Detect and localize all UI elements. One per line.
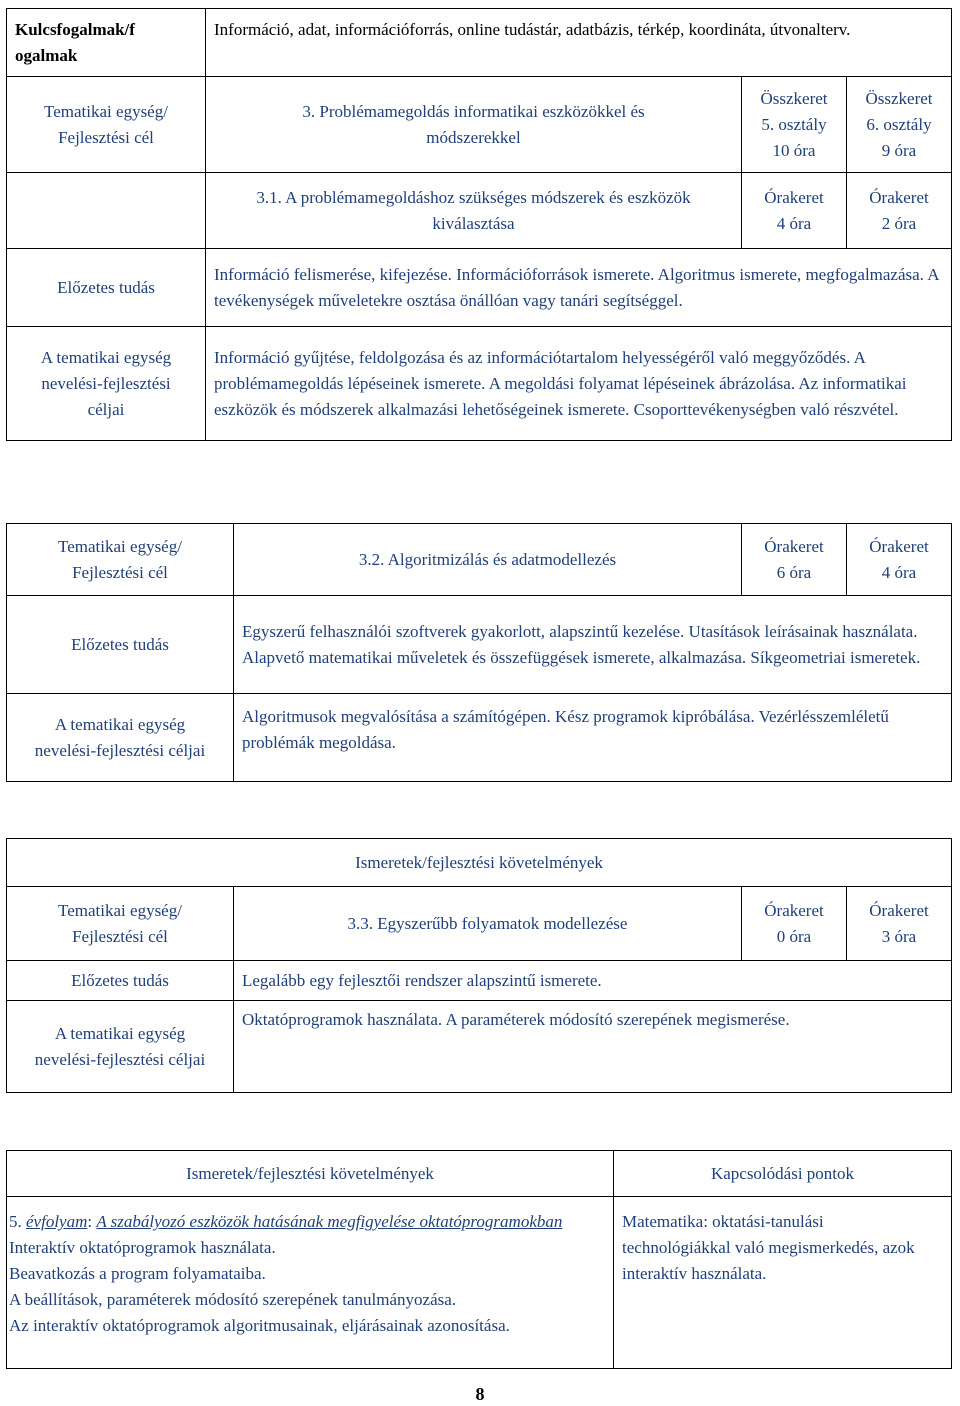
- orakeret-5-l2: 4 óra: [776, 213, 812, 233]
- elozetes-tudas-label: Előzetes tudás: [7, 961, 234, 1001]
- kulcsfogalmak-text: Információ, adat, információforrás, online tudástár, adatbázis, térkép, koordináta, útvonalterv.: [206, 9, 952, 77]
- tematikai-egyseg-label: Tematikai egység/ Fejlesztési cél: [7, 524, 234, 596]
- tematikai-egyseg-label: Tematikai egység/ Fejlesztési cél: [7, 887, 234, 961]
- elozetes-tudas-text: Információ felismerése, kifejezése. Információforrások ismerete. Algoritmus ismerete, megfogalmazása. A tevékenységek műveletekre osztása önállóan vagy tanári segítséggel.: [206, 249, 952, 327]
- tematikai-egyseg-label: Tematikai egység/ Fejlesztési cél: [7, 77, 206, 173]
- osszkeret-5: [742, 77, 847, 173]
- block3-table: [6, 838, 952, 1093]
- list-item: Az interaktív oktatóprogramok algoritmusainak, eljárásainak azonosítása.: [9, 1316, 510, 1335]
- unit-title: 3.2. Algoritmizálás és adatmodellezés: [234, 524, 742, 596]
- orakeret-5-l2: 6 óra: [776, 562, 812, 582]
- celok-text: Algoritmusok megvalósítása a számítógépen. Kész programok kipróbálása. Vezérlésszemléletű problémák megoldása.: [234, 694, 952, 782]
- list-item: Interaktív oktatóprogramok használata.: [9, 1238, 276, 1257]
- evfolyam-line: [9, 1209, 609, 1235]
- orakeret-6-l1: Órakeret: [869, 187, 929, 207]
- elozetes-tudas-label: Előzetes tudás: [7, 249, 206, 327]
- evfolyam-colon: :: [87, 1212, 97, 1231]
- evfolyam-label: évfolyam: [26, 1212, 88, 1231]
- orakeret-5: [742, 524, 847, 596]
- osszkeret-6-l1: Összkeret: [865, 88, 933, 108]
- kapcsolodasi-pontok-content: Matematika: oktatási-tanulási technológiákkal való megismerkedés, azok interaktív használata.: [614, 1197, 952, 1369]
- orakeret-6-l1: Órakeret: [869, 536, 929, 556]
- osszkeret-5-l1: Összkeret: [760, 88, 828, 108]
- kapcsolodasi-pontok-header: Kapcsolódási pontok: [614, 1151, 952, 1197]
- orakeret-5-l1: Órakeret: [764, 900, 824, 920]
- orakeret-6: [847, 524, 952, 596]
- orakeret-6: [847, 173, 952, 249]
- evfolyam-number: 5.: [9, 1212, 26, 1231]
- orakeret-6-l1: Órakeret: [869, 900, 929, 920]
- orakeret-5-l1: Órakeret: [764, 187, 824, 207]
- orakeret-6-l2: 4 óra: [881, 562, 917, 582]
- list-item: A beállítások, paraméterek módosító szerepének tanulmányozása.: [9, 1290, 457, 1309]
- osszkeret-6-l2: 6. osztály: [866, 114, 932, 134]
- subunit-title: 3.1. A problémamegoldáshoz szükséges módszerek és eszközök kiválasztása: [206, 173, 742, 249]
- osszkeret-6: [847, 77, 952, 173]
- tematikai-egyseg-title: 3. Problémamegoldás informatikai eszközökkel és módszerekkel: [206, 77, 742, 173]
- empty-cell: [7, 173, 206, 249]
- kulcsfogalmak-label: Kulcsfogalmak/f ogalmak: [7, 9, 206, 77]
- elozetes-tudas-text: Legalább egy fejlesztői rendszer alapszintű ismerete.: [234, 961, 952, 1001]
- orakeret-5: [742, 173, 847, 249]
- ismeretek-header: Ismeretek/fejlesztési követelmények: [7, 1151, 614, 1197]
- page-number: 8: [475, 1384, 485, 1404]
- celok-text: Oktatóprogramok használata. A paraméterek módosító szerepének megismerése.: [234, 1001, 952, 1093]
- orakeret-5-l2: 0 óra: [776, 926, 812, 946]
- block4-table: [6, 1150, 952, 1369]
- ismeretek-content: [7, 1197, 614, 1369]
- celok-label: A tematikai egység nevelési-fejlesztési céljai: [7, 1001, 234, 1093]
- celok-text: Információ gyűjtése, feldolgozása és az információtartalom helyességéről való meggyőződés. A problémamegoldás lépéseinek ismerete. A megoldási folyamat lépéseinek ábrázolása. Az informatikai eszközök és módszerek alkalmazási lehetőségeinek ismerete. Csoporttevékenységben való részvétel.: [206, 327, 952, 441]
- ismeretek-header: Ismeretek/fejlesztési követelmények: [7, 839, 952, 887]
- unit-title: 3.3. Egyszerűbb folyamatok modellezése: [234, 887, 742, 961]
- list-item: Beavatkozás a program folyamataiba.: [9, 1264, 266, 1283]
- block1-table: [6, 8, 952, 441]
- celok-label: A tematikai egység nevelési-fejlesztési céljai: [7, 327, 206, 441]
- orakeret-6-l2: 3 óra: [881, 926, 917, 946]
- osszkeret-5-l2: 5. osztály: [761, 114, 827, 134]
- block2-table: [6, 523, 952, 782]
- orakeret-5-l1: Órakeret: [764, 536, 824, 556]
- elozetes-tudas-text: Egyszerű felhasználói szoftverek gyakorlott, alapszintű kezelése. Utasítások leírásainak használata. Alapvető matematikai műveletek és összefüggések ismerete, alkalmazása. Síkgeometriai ismeretek.: [234, 596, 952, 694]
- celok-label: A tematikai egység nevelési-fejlesztési céljai: [7, 694, 234, 782]
- orakeret-5: [742, 887, 847, 961]
- osszkeret-5-l3: 10 óra: [772, 140, 816, 160]
- elozetes-tudas-label: Előzetes tudás: [7, 596, 234, 694]
- evfolyam-topic: A szabályozó eszközök hatásának megfigyelése oktatóprogramokban: [96, 1212, 563, 1231]
- orakeret-6-l2: 2 óra: [881, 213, 917, 233]
- orakeret-6: [847, 887, 952, 961]
- osszkeret-6-l3: 9 óra: [881, 140, 917, 160]
